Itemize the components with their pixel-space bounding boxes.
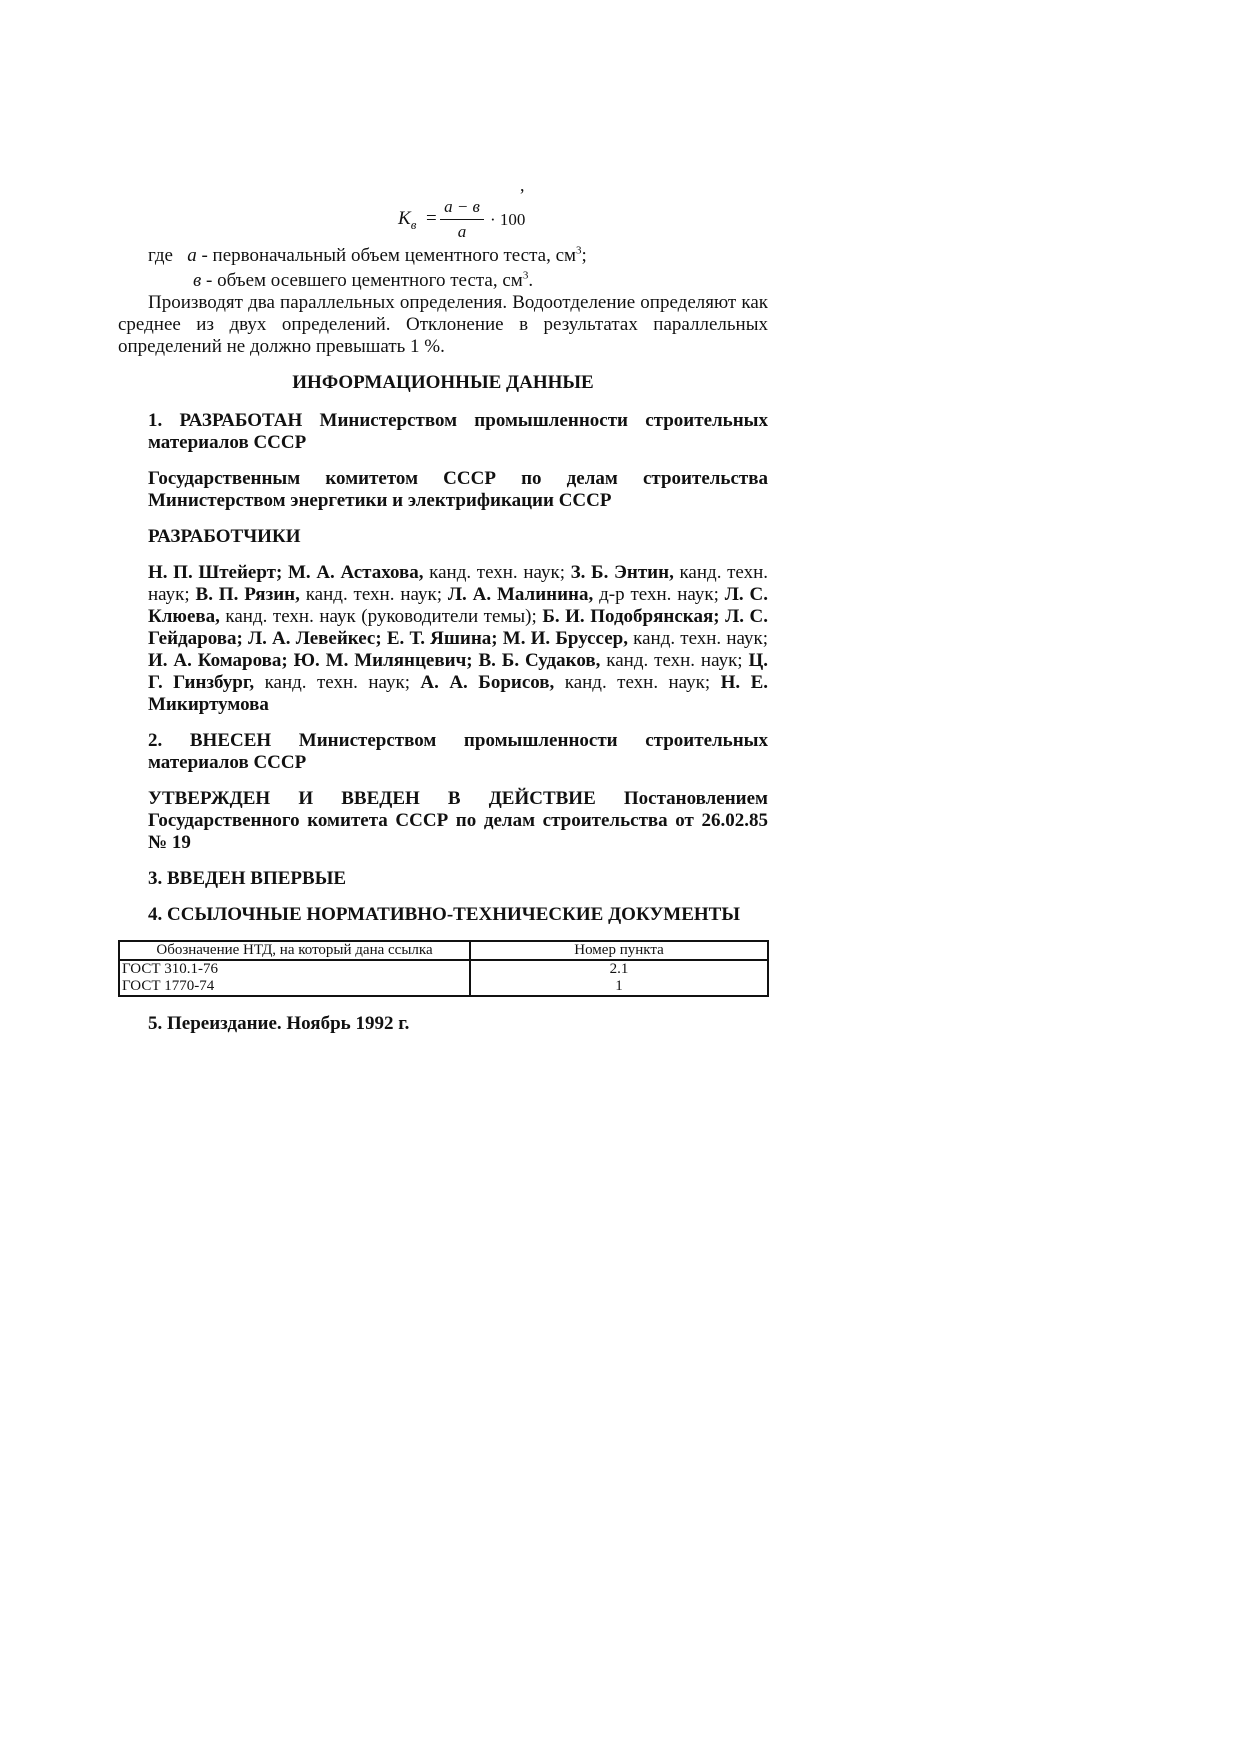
developer-name: М. А. Астахова, <box>288 562 424 583</box>
section-2: 2. ВНЕСЕН Министерством промышленности строительных материалов СССР <box>148 730 768 773</box>
formula-numerator: a − в <box>444 197 480 216</box>
table-header-row <box>119 941 768 960</box>
developer-name: А. А. Борисов, <box>420 672 555 693</box>
developer-role: канд. техн. наук; <box>627 628 768 649</box>
section-4: 4. ССЫЛОЧНЫЕ НОРМАТИВНО-ТЕХНИЧЕСКИЕ ДОКУМЕНТЫ <box>148 904 741 925</box>
developer-role: канд. техн. наук; <box>299 584 448 605</box>
formula-denominator: a <box>457 222 467 241</box>
approved-section: УТВЕРЖДЕН И ВВЕДЕН В ДЕЙСТВИЕ Постановлением Государственного комитета СССР по делам строительства от 26.02.85 № 19 <box>148 788 768 853</box>
developer-role: канд. техн. наук; <box>554 672 721 693</box>
legend-a-text: - первоначальный объем цементного теста, см <box>196 245 577 266</box>
legend-where: где <box>148 245 173 266</box>
legend-a-end: ; <box>581 245 587 266</box>
document-page <box>118 175 769 1035</box>
developer-role: канд. техн. наук (руководители темы); <box>219 606 543 627</box>
table-header-designation: Обозначение НТД, на который дана ссылка <box>119 941 470 960</box>
references-table <box>118 940 769 997</box>
section-1b: Государственным комитетом СССР по делам строительства Министерством энергетики и электрификации СССР <box>148 468 768 511</box>
table-row <box>119 978 768 996</box>
developer-name: З. Б. Энтин, <box>570 562 674 583</box>
developer-name: В. П. Рязин, <box>195 584 300 605</box>
formula-comma: , <box>520 175 525 195</box>
developer-name: Л. С. Клюева, <box>148 584 768 627</box>
table-cell-designation: ГОСТ 1770-74 <box>119 978 470 996</box>
developer-role: канд. техн. наук; <box>600 650 749 671</box>
formula-lhs-sub: в <box>410 216 417 232</box>
section-5: 5. Переиздание. Ноябрь 1992 г. <box>148 1013 410 1034</box>
developer-role: канд. техн. наук; <box>148 562 768 605</box>
legend-a <box>148 245 768 267</box>
developer-name: Н. П. Штейерт; <box>148 562 283 583</box>
developers-list <box>118 562 768 716</box>
developer-name: Ц. Г. Гинзбург, <box>148 650 768 693</box>
info-heading: ИНФОРМАЦИОННЫЕ ДАННЫЕ <box>292 372 594 393</box>
developer-name: И. А. Комарова; Ю. М. Милянцевич; В. Б. Судаков, <box>148 650 601 671</box>
section-1: 1. РАЗРАБОТАН Министерством промышленности строительных материалов СССР <box>148 410 768 453</box>
section-3: 3. ВВЕДЕН ВПЕРВЫЕ <box>148 868 347 889</box>
formula-fraction-bar <box>440 219 484 220</box>
table-row <box>119 960 768 978</box>
legend-b-symbol: в <box>193 270 202 291</box>
legend-a-sup: 3 <box>576 244 582 257</box>
developer-role: канд. техн. наук; <box>254 672 421 693</box>
legend-a-symbol: a <box>187 245 197 266</box>
legend-b-text: - объем осевшего цементного теста, см <box>201 270 523 291</box>
paragraph-parallel: Производят два параллельных определения. Водоотделение определяют как среднее из двух определений. Отклонение в результатах параллельных определений не должно превышать 1 %. <box>118 292 768 357</box>
legend-b-end: . <box>528 270 534 291</box>
developer-role: канд. техн. наук; <box>423 562 571 583</box>
legend-b <box>193 270 768 292</box>
developer-name: Б. И. Подобрянская; Л. С. Гейдарова; Л. А. Левейкес; Е. Т. Яшина; М. И. Бруссер, <box>148 606 768 649</box>
table-cell-clause: 2.1 <box>609 961 629 977</box>
formula-fraction <box>440 198 484 241</box>
formula-equals: = <box>426 208 437 229</box>
table-cell-designation: ГОСТ 310.1-76 <box>119 960 470 978</box>
formula-lhs-symbol: K <box>398 208 411 229</box>
formula-multiplier: · 100 <box>490 210 526 229</box>
formula-lhs <box>398 208 416 236</box>
developers-heading: РАЗРАБОТЧИКИ <box>148 526 301 547</box>
developer-name: Л. А. Малинина, <box>447 584 594 605</box>
developer-role: д-р техн. наук; <box>593 584 725 605</box>
table-header-clause: Номер пункта <box>470 941 768 960</box>
legend-b-sup: 3 <box>522 269 529 282</box>
developer-name: Н. Е. Микиртумова <box>148 672 769 715</box>
water-separation-formula <box>118 175 768 242</box>
table-cell-clause: 1 <box>615 978 623 994</box>
